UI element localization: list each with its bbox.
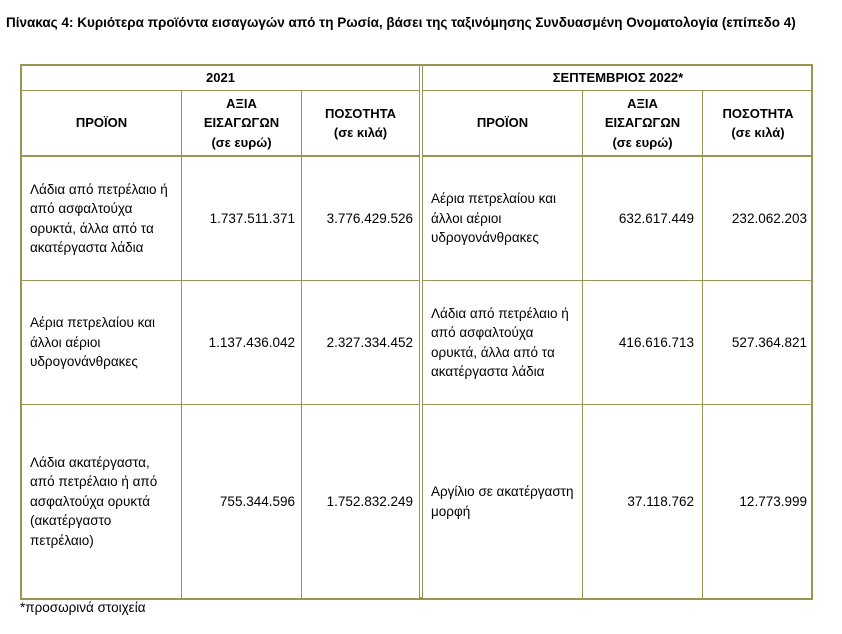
header-quantity-line2: (σε κιλά)	[731, 125, 785, 140]
header-value-line1: ΑΞΙΑ	[226, 95, 257, 111]
table-cell-right-value: 632.617.449	[583, 157, 703, 281]
table-cell-right-value: 416.616.713	[583, 281, 703, 405]
period-header-september-2022: ΣΕΠΤΕΜΒΡΙΟΣ 2022*	[423, 66, 813, 91]
table-cell-left-product: Λάδια από πετρέλαιο ή από ασφαλτούχα ορυκτά, άλλα από τα ακατέργαστα λάδια	[22, 157, 182, 281]
header-quantity-line1: ΠΟΣΟΤΗΤΑ	[324, 105, 397, 121]
table-cell-left-value: 755.344.596	[182, 405, 302, 598]
table-cell-left-value: 1.137.436.042	[182, 281, 302, 405]
header-value-line2: ΕΙΣΑΓΩΓΩΝ	[203, 115, 280, 131]
table-cell-right-product: Αέρια πετρελαίου και άλλοι αέριοι υδρογονάνθρακες	[423, 157, 583, 281]
header-quantity-left	[302, 91, 420, 157]
header-product-left: ΠΡΟΪΟΝ	[22, 91, 182, 157]
header-value-left	[182, 91, 302, 157]
table-cell-left-quantity: 2.327.334.452	[302, 281, 420, 405]
table-cell-left-value: 1.737.511.371	[182, 157, 302, 281]
table-cell-right-quantity: 527.364.821	[703, 281, 813, 405]
table-cell-right-quantity: 12.773.999	[739, 493, 807, 509]
table-cell-left-product: Λάδια ακατέργαστα, από πετρέλαιο ή από ασφαλτούχα ορυκτά (ακατέργαστο πετρέλαιο)	[22, 405, 182, 598]
header-value-line2: ΕΙΣΑΓΩΓΩΝ	[604, 115, 681, 131]
header-value-line3: (σε ευρώ)	[211, 134, 272, 150]
table-cell-left-product: Αέρια πετρελαίου και άλλοι αέριοι υδρογονάνθρακες	[22, 281, 182, 405]
table-title: Πίνακας 4: Κυριότερα προϊόντα εισαγωγών από τη Ρωσία, βάσει της ταξινόμησης Συνδυασμένη Ονοματολογία (επίπεδο 4)	[6, 15, 796, 30]
footnote: *προσωρινά στοιχεία	[20, 600, 146, 615]
header-quantity-line1: ΠΟΣΟΤΗΤΑ	[722, 105, 794, 121]
table-cell-left-quantity: 1.752.832.249	[302, 405, 420, 598]
header-value-line1: ΑΞΙΑ	[627, 95, 658, 111]
table-cell-right-value: 37.118.762	[583, 405, 703, 598]
header-quantity-right	[703, 91, 813, 157]
header-value-line3: (σε ευρώ)	[612, 134, 673, 150]
table-cell-right-product: Λάδια από πετρέλαιο ή από ασφαλτούχα ορυκτά, άλλα από τα ακατέργαστα λάδια	[423, 281, 583, 405]
table-cell-right-product: Αργίλιο σε ακατέργαστη μορφή	[423, 405, 583, 598]
table-cell-left-quantity: 3.776.429.526	[302, 157, 420, 281]
table-cell-right-quantity: 232.062.203	[703, 157, 813, 281]
header-quantity-line2: (σε κιλά)	[333, 125, 388, 140]
header-product-right: ΠΡΟΪΟΝ	[423, 91, 583, 157]
period-header-2021: 2021	[22, 66, 420, 91]
header-value-right	[583, 91, 703, 157]
imports-table	[20, 64, 813, 600]
